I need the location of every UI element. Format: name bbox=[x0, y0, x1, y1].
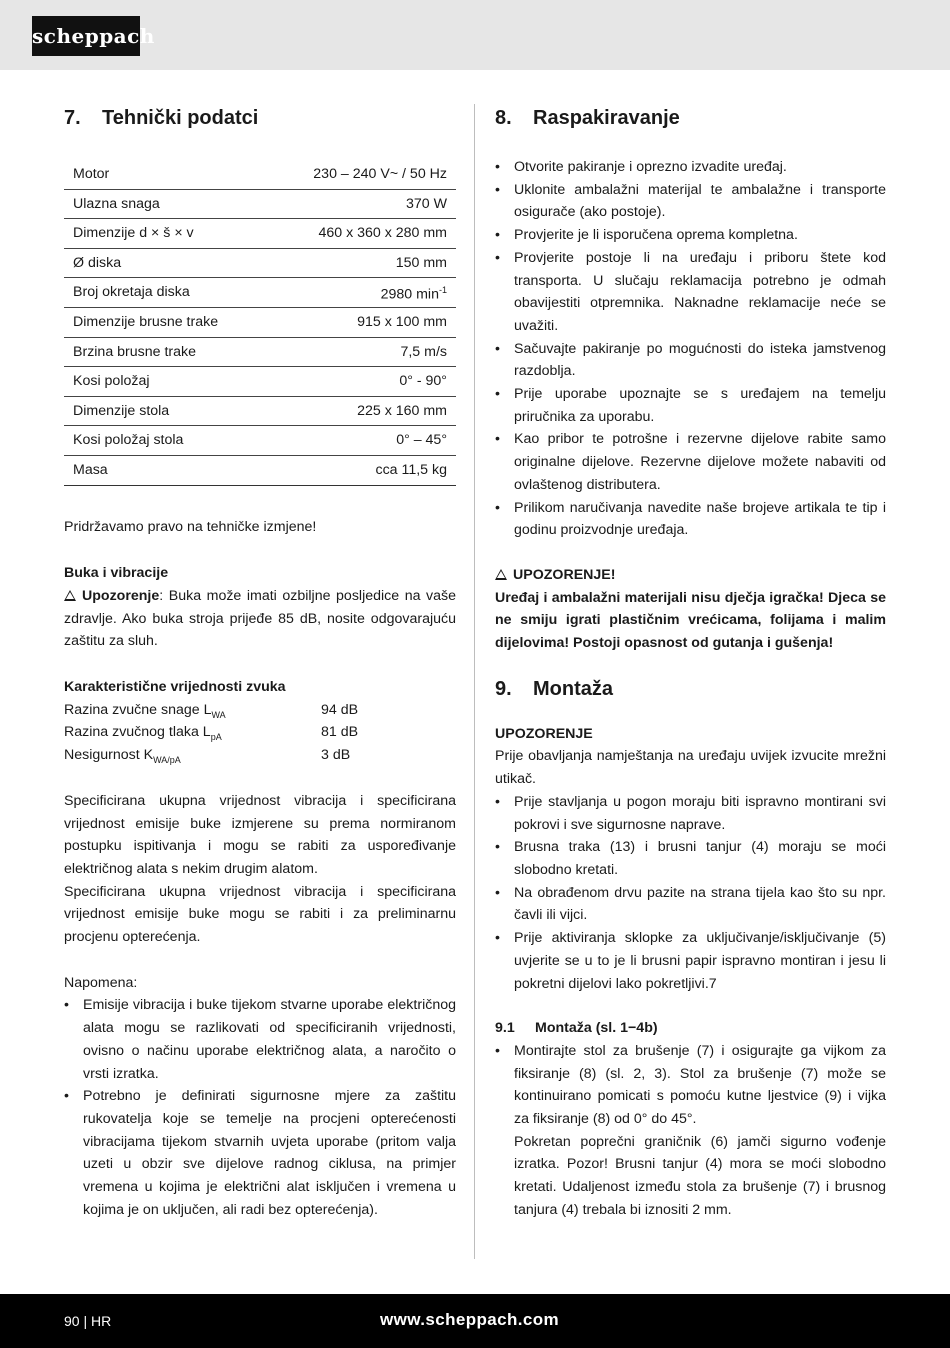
spec-value-text: 7,5 m/s bbox=[400, 343, 447, 360]
assembly-list bbox=[495, 791, 886, 995]
list-item: • Provjerite postoje li na uređaju i priboru štete kod transporta. U slučaju reklamacija potrebno je odmah obavijestiti otpremnika. Naknadne reklamacije neće se uvažiti. bbox=[495, 247, 886, 338]
section-title: Raspakiravanje bbox=[533, 107, 680, 129]
spec-value bbox=[268, 278, 456, 308]
scheppach-logo: scheppach bbox=[32, 16, 140, 56]
spec-label: Ulazna snaga bbox=[64, 189, 268, 219]
tech-change-note: Pridržavamo pravo na tehničke izmjene! bbox=[64, 518, 317, 535]
spec-value-text: 150 mm bbox=[395, 254, 447, 271]
warning-label: UPOZORENJE! bbox=[513, 566, 616, 583]
list-item bbox=[495, 1040, 886, 1222]
list-item: • Provjerite je li isporučena oprema kompletna. bbox=[495, 224, 886, 247]
table-row bbox=[64, 160, 456, 189]
spec-value bbox=[268, 248, 456, 278]
spec-label: Ø diska bbox=[64, 248, 268, 278]
spec-value-text: 370 W bbox=[405, 195, 447, 212]
spec-label: Dimenzije d × š × v bbox=[64, 219, 268, 249]
subsection-9-1-heading bbox=[495, 1017, 886, 1040]
page-number-value: 90 bbox=[64, 1313, 80, 1329]
spec-label: Brzina brusne trake bbox=[64, 337, 268, 367]
spec-label: Kosi položaj bbox=[64, 367, 268, 397]
vibration-paragraph-1: Specificirana ukupna vrijednost vibracija i specificirana vrijednost emisije buke izmjerene su prema normiranom postupku ispitivanja i mogu se rabiti za uspoređivanje električnog alata s nekim drugim alatom. bbox=[64, 792, 456, 877]
sound-value-label bbox=[64, 721, 321, 744]
spec-label: Broj okretaja diska bbox=[64, 278, 268, 308]
page-number bbox=[64, 1311, 111, 1331]
table-row bbox=[64, 455, 456, 485]
list-item: • Uklonite ambalažni materijal te ambalažne i transporte osigurače (ako postoje). bbox=[495, 179, 886, 224]
section-9-heading bbox=[495, 675, 886, 703]
noise-warning bbox=[64, 585, 456, 653]
section-7-heading bbox=[64, 104, 456, 132]
table-row bbox=[64, 278, 456, 308]
sound-value-label-text: Razina zvučnog tlaka L bbox=[64, 724, 211, 741]
spec-value bbox=[268, 455, 456, 485]
sound-value-label bbox=[64, 699, 321, 722]
warning-text: Uređaj i ambalažni materijali nisu dječja igračka! Djeca se ne smiju igrati plastičnim vrećicama, folijama i malim dijelovima! Postoji opasnost od gutanja i gušenja! bbox=[495, 589, 886, 652]
list-item: • Prilikom naručivanja navedite naše brojeve artikala te tip i godinu proizvodnje uređaja. bbox=[495, 497, 886, 542]
spec-value-unit-exponent: -1 bbox=[438, 284, 447, 295]
section-number: 9. bbox=[495, 677, 512, 700]
sound-value-subscript: pA bbox=[210, 732, 222, 743]
spec-label: Masa bbox=[64, 455, 268, 485]
subsection-title: Montaža (sl. 1−4b) bbox=[535, 1020, 658, 1037]
notes-list bbox=[64, 994, 456, 1221]
list-item: • Sačuvajte pakiranje po mogućnosti do isteka jamstvenog razdoblja. bbox=[495, 338, 886, 383]
tech-specs-table bbox=[64, 160, 456, 486]
section-8-heading bbox=[495, 104, 886, 132]
sound-values-list bbox=[64, 699, 456, 767]
caution-label: UPOZORENJE bbox=[495, 725, 593, 742]
language-code: HR bbox=[91, 1313, 112, 1329]
spec-value-text: 230 – 240 V~ / 50 Hz bbox=[313, 165, 447, 182]
spec-value bbox=[268, 189, 456, 219]
section-number: 7. bbox=[64, 107, 81, 129]
sound-value-row bbox=[64, 721, 456, 744]
assembly-step-paragraph-1: • Montirajte stol za brušenje (7) i osigurajte ga vijkom za fiksiranje (8) (sl. 2, 3). Stol za brušenje (7) može se kontinuirano pomicati s pomoću kutne ljestvice (9) i vijka za fiksiranje (8) od 0° do 45°. bbox=[514, 1042, 886, 1128]
right-column bbox=[495, 104, 886, 1222]
column-divider bbox=[474, 104, 475, 1259]
noise-warning-label: Upozorenje bbox=[82, 587, 160, 604]
sound-value-subscript: WA/pA bbox=[153, 755, 181, 766]
spec-value bbox=[268, 426, 456, 456]
table-row bbox=[64, 396, 456, 426]
assembly-step-paragraph-2: Pokretan poprečni graničnik (6) jamči sigurno vođenje izratka. Pozor! Brusni tanjur (4) mora se moći slobodno kretati. Udaljenost između stola za brušenje (7) i brusnog tanjura (4) trebala bi iznositi 2 mm. bbox=[514, 1133, 886, 1218]
table-row bbox=[64, 219, 456, 249]
note-label: Napomena: bbox=[64, 974, 138, 991]
sound-value-row bbox=[64, 699, 456, 722]
sound-value: 81 dB bbox=[321, 724, 359, 741]
sound-value-label-text: Nesigurnost K bbox=[64, 747, 154, 764]
table-row bbox=[64, 189, 456, 219]
section-number: 8. bbox=[495, 107, 512, 129]
spec-value bbox=[268, 396, 456, 426]
list-item: • Brusna traka (13) i brusni tanjur (4) moraju se moći slobodno kretati. bbox=[495, 836, 886, 881]
left-column bbox=[64, 104, 456, 1222]
spec-label: Dimenzije stola bbox=[64, 396, 268, 426]
spec-value-text: 0° - 90° bbox=[399, 373, 447, 390]
list-item: • Otvorite pakiranje i oprezno izvadite uređaj. bbox=[495, 156, 886, 179]
unpacking-list bbox=[495, 156, 886, 542]
list-item: • Prije aktiviranja sklopke za uključivanje/isključivanje (5) uvjerite se u to je li brusni papir ispravno montiran i jesu li pokretni dijelovi lako pokretljivi.7 bbox=[495, 927, 886, 995]
sound-value-label bbox=[64, 744, 321, 767]
subsection-number: 9.1 bbox=[495, 1020, 515, 1037]
spec-value-text: 460 x 360 x 280 mm bbox=[318, 225, 447, 242]
spec-value bbox=[268, 337, 456, 367]
table-row bbox=[64, 426, 456, 456]
spec-value-text: 915 x 100 mm bbox=[357, 313, 447, 330]
spec-label: Motor bbox=[64, 160, 268, 189]
spec-value-text: 2980 min bbox=[380, 286, 439, 303]
list-item: • Prije stavljanja u pogon moraju biti ispravno montirani svi pokrovi i sve sigurnosne naprave. bbox=[495, 791, 886, 836]
list-item: • Na obrađenom drvu pazite na strana tijela kao što su npr. čavli ili vijci. bbox=[495, 882, 886, 927]
warning-heading bbox=[495, 564, 886, 587]
sound-value: 94 dB bbox=[321, 701, 359, 718]
page-header bbox=[0, 0, 950, 70]
sound-values-heading: Karakteristične vrijednosti zvuka bbox=[64, 679, 286, 696]
sound-value-label-text: Razina zvučne snage L bbox=[64, 701, 212, 718]
caution-text: Prije obavljanja namještanja na uređaju uvijek izvucite mrežni utikač. bbox=[495, 748, 886, 788]
table-row bbox=[64, 367, 456, 397]
spec-value bbox=[268, 219, 456, 249]
list-item: • Prije uporabe upoznajte se s uređajem na temelju priručnika za uporabu. bbox=[495, 383, 886, 428]
spec-value bbox=[268, 160, 456, 189]
vibration-paragraph-2: Specificirana ukupna vrijednost vibracija i specificirana vrijednost emisije buke mogu se rabiti i za preliminarnu procjenu opterećenja. bbox=[64, 883, 456, 946]
assembly-steps-list bbox=[495, 1040, 886, 1222]
spec-label: Dimenzije brusne trake bbox=[64, 307, 268, 337]
table-row bbox=[64, 307, 456, 337]
page-separator: | bbox=[83, 1313, 88, 1329]
list-item: • Kao pribor te potrošne i rezervne dijelove rabite samo originalne dijelove. Rezervne dijelove možete nabaviti od ovlaštenog distributera. bbox=[495, 428, 886, 496]
warning-icon bbox=[495, 569, 507, 580]
table-row bbox=[64, 337, 456, 367]
list-item: • Emisije vibracija i buke tijekom stvarne uporabe električnog alata mogu se razlikovati od specificiranih vrijednosti, ovisno o načinu uporabe električnog alata, a naročito o vrsti izratka. bbox=[64, 994, 456, 1085]
spec-value bbox=[268, 367, 456, 397]
spec-value-text: 225 x 160 mm bbox=[357, 402, 447, 419]
section-title: Montaža bbox=[533, 677, 613, 700]
warning-icon bbox=[64, 590, 76, 601]
website-link[interactable]: www.scheppach.com bbox=[380, 1310, 560, 1329]
spec-value bbox=[268, 307, 456, 337]
table-row bbox=[64, 248, 456, 278]
sound-value-row bbox=[64, 744, 456, 767]
sound-value-subscript: WA bbox=[211, 709, 226, 720]
spec-label: Kosi položaj stola bbox=[64, 426, 268, 456]
list-item: • Potrebno je definirati sigurnosne mjere za zaštitu rukovatelja koje se temelje na procjeni opterećenosti vibracijama tijekom stvarnih uvjeta uporabe (pritom valja uzeti u obzir sve dijelove radnog ciklusa, na primjer vremena u kojima je električni alat isključen i vremena u kojima je on uključen, ali radi bez opterećenja). bbox=[64, 1085, 456, 1221]
noise-heading: Buka i vibracije bbox=[64, 565, 169, 582]
sound-value: 3 dB bbox=[321, 747, 351, 764]
noise-warning-text: : Buka može imati ozbiljne posljedice na vaše zdravlje. Ako buka stroja prijeđe 85 dB, nosite odgovarajuću zaštitu za sluh. bbox=[64, 587, 456, 650]
section-title: Tehnički podatci bbox=[102, 107, 259, 129]
spec-value-text: 0° – 45° bbox=[396, 432, 447, 449]
page-footer bbox=[0, 1294, 950, 1348]
spec-value-text: cca 11,5 kg bbox=[375, 461, 447, 478]
